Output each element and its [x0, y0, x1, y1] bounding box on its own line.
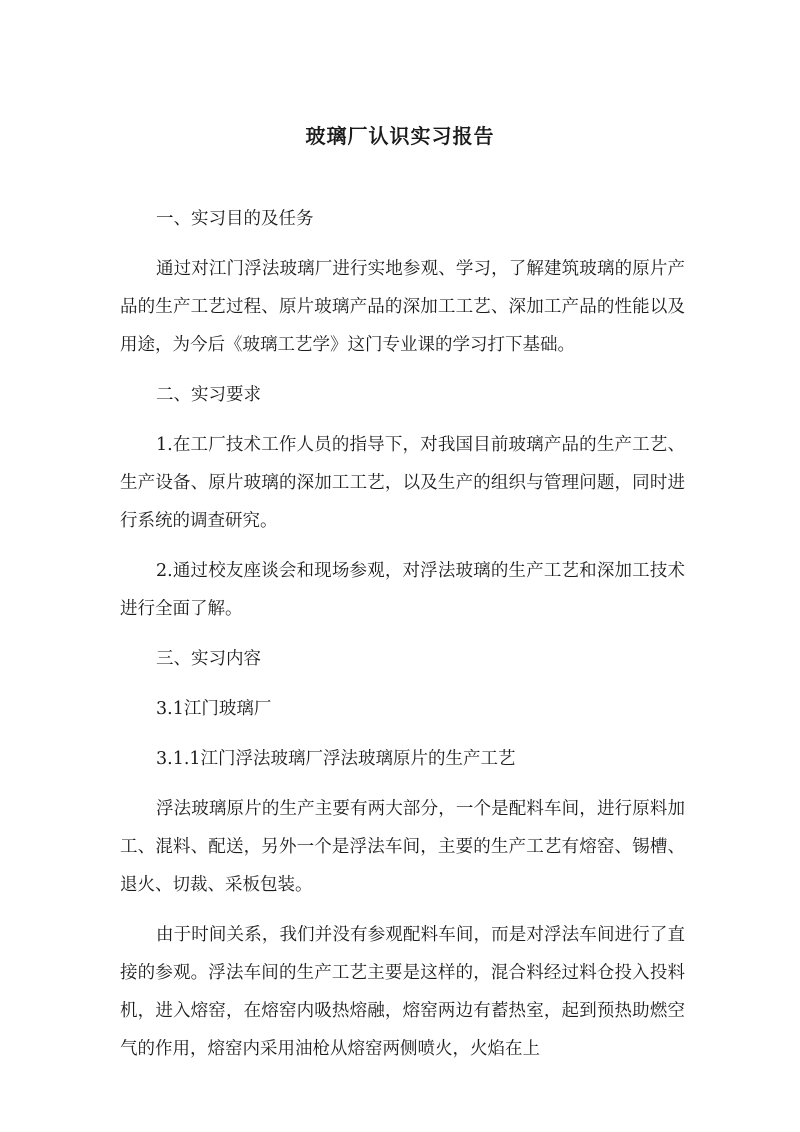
page-title: 玻璃厂认识实习报告 — [305, 124, 495, 148]
section-heading-requirements: 二、实习要求 — [156, 385, 261, 405]
paragraph-requirement-1: 1.在工厂技术工作人员的指导下，对我国目前玻璃产品的生产工艺、生产设备、原片玻璃的深加工工艺，以及生产的组织与管理问题，同时进行系统的调查研究。 — [120, 435, 685, 531]
subsection-heading-3-1: 3.1江门玻璃厂 — [156, 699, 272, 719]
section-heading-objectives: 一、实习目的及任务 — [156, 209, 314, 229]
section-heading-content: 三、实习内容 — [156, 649, 261, 669]
paragraph-requirement-2: 2.通过校友座谈会和现场参观，对浮法玻璃的生产工艺和深加工技术进行全面了解。 — [120, 561, 685, 619]
document-body — [120, 200, 685, 1080]
paragraph-float-workshop: 由于时间关系，我们并没有参观配料车间，而是对浮法车间进行了直接的参观。浮法车间的生产工艺主要是这样的，混合料经过料仓投入投料机，进入熔窑，在熔窑内吸热熔融，熔窑两边有蓄热室，起到预热助燃空气的作用，熔窑内采用油枪从熔窑两侧喷火，火焰在上 — [120, 925, 685, 1059]
paragraph-objectives: 通过对江门浮法玻璃厂进行实地参观、学习，了解建筑玻璃的原片产品的生产工艺过程、原片玻璃产品的深加工工艺、深加工产品的性能以及用途，为今后《玻璃工艺学》这门专业课的学习打下基础。 — [120, 259, 685, 355]
paragraph-float-glass-production: 浮法玻璃原片的生产主要有两大部分，一个是配料车间，进行原料加工、混料、配送，另外一个是浮法车间，主要的生产工艺有熔窑、锡槽、退火、切裁、采板包装。 — [120, 799, 685, 895]
subsection-heading-3-1-1: 3.1.1江门浮法玻璃厂浮法玻璃原片的生产工艺 — [156, 749, 516, 769]
